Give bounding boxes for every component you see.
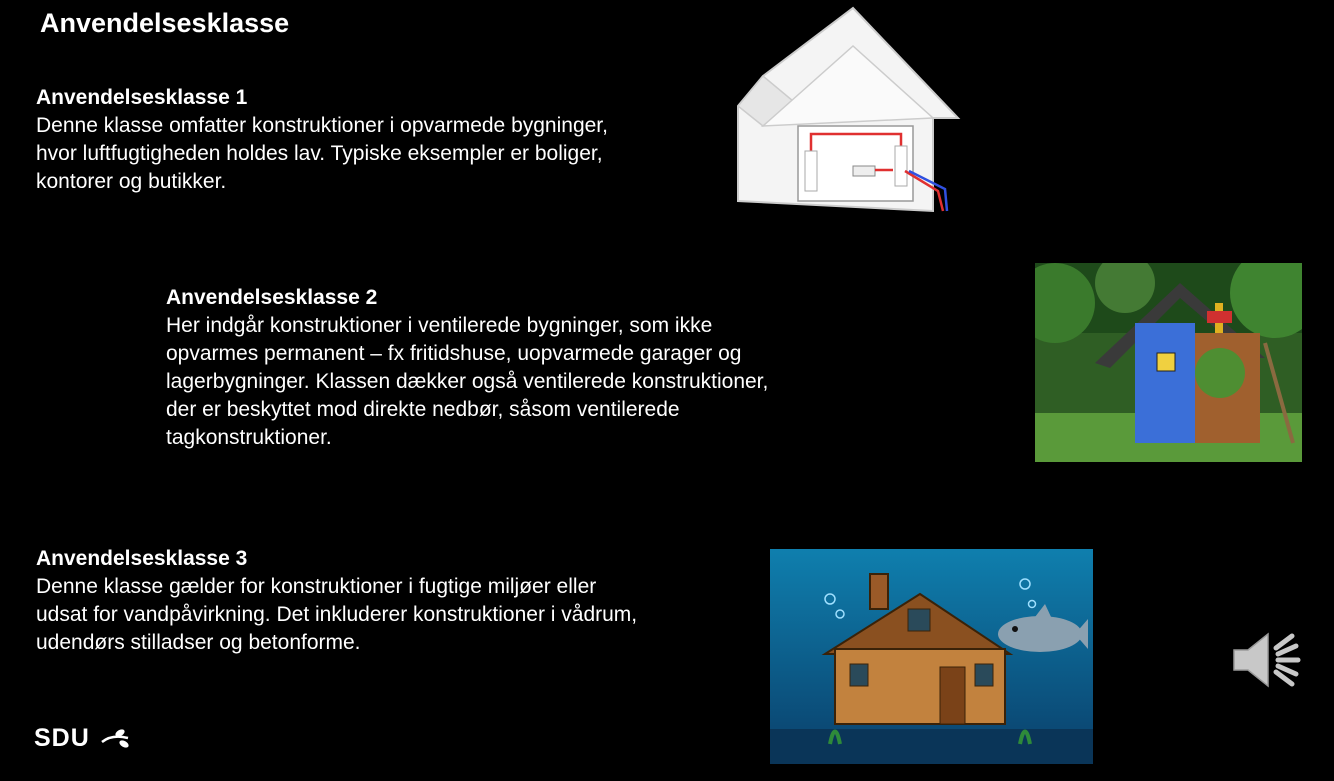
class-3-heading: Anvendelsesklasse 3 <box>36 547 248 570</box>
sdu-logo <box>34 724 132 753</box>
heated-house-image <box>733 6 963 216</box>
slide-title: Anvendelsesklasse <box>40 8 290 38</box>
class-2-block <box>166 284 866 452</box>
speaker-icon[interactable] <box>1230 628 1302 692</box>
underwater-house-image <box>770 549 1093 764</box>
class-3-body: Denne klasse gælder for konstruktioner i fugtige miljøer eller udsat for vandpåvirkning. Det inkluderer konstruktioner i vådrum, udendørs stilladser og betonforme. <box>36 575 638 654</box>
logo-text: SDU <box>34 724 90 752</box>
leaf-icon <box>100 728 132 750</box>
class-3-block <box>36 545 736 657</box>
garden-shed-image <box>1035 263 1302 462</box>
class-1-block <box>36 84 716 196</box>
class-2-body: Her indgår konstruktioner i ventilerede bygninger, som ikke opvarmes permanent – fx fritidshuse, uopvarmede garager og lagerbygninger. Klassen dækker også ventilerede konstruktioner, der er beskyttet mod direkte nedbør, såsom ventilerede tagkonstruktioner. <box>166 314 769 449</box>
class-1-heading: Anvendelsesklasse 1 <box>36 86 248 109</box>
class-1-body: Denne klasse omfatter konstruktioner i opvarmede bygninger, hvor luftfugtigheden holdes lav. Typiske eksempler er boliger, kontorer og butikker. <box>36 114 608 193</box>
class-2-heading: Anvendelsesklasse 2 <box>166 286 378 309</box>
